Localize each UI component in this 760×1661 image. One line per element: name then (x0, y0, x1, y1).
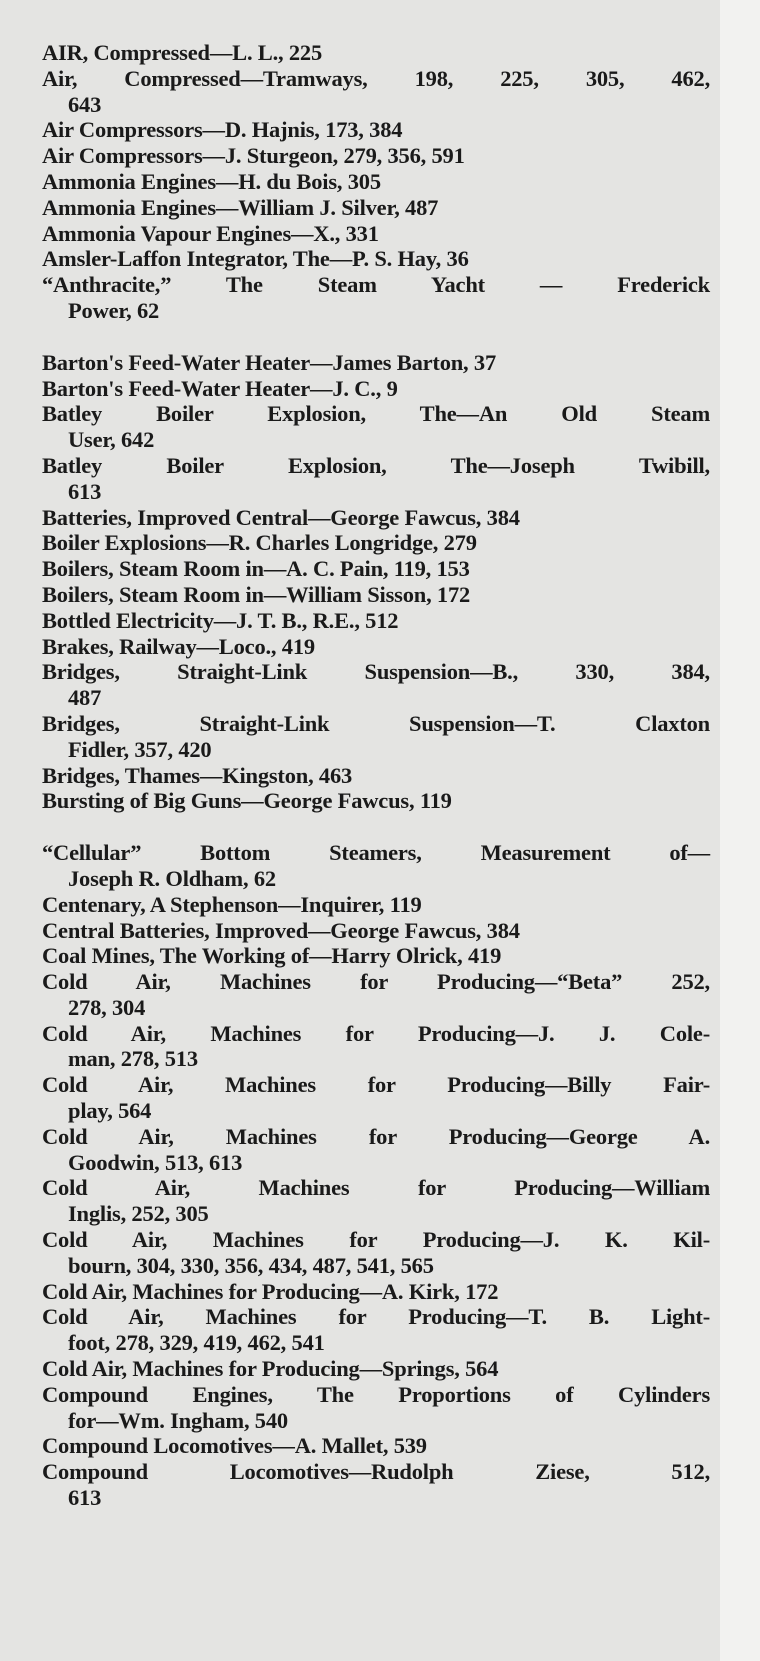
entry-line: Ammonia Engines—William J. Silver, 487 (42, 194, 439, 220)
entry-line: Cold Air, Machines for Producing—J. K. Kil- (42, 1227, 710, 1253)
entry-line: Compound Engines, The Proportions of Cylinders (42, 1381, 710, 1407)
entry-line: Central Batteries, Improved—George Fawcus, 384 (42, 917, 520, 943)
index-entry (42, 530, 710, 556)
entry-line: Bridges, Thames—Kingston, 463 (42, 762, 353, 788)
index-entry (42, 659, 710, 711)
entry-line: Boilers, Steam Room in—William Sisson, 172 (42, 581, 471, 607)
entry-line: Barton's Feed-Water Heater—J. C., 9 (42, 375, 398, 401)
index-entry (42, 195, 710, 221)
index-entry (42, 1021, 710, 1073)
entry-line: AIR, Compressed—L. L., 225 (42, 40, 323, 65)
entry-line: Bridges, Straight-Link Suspension—T. Claxton (42, 710, 710, 736)
index-entry (42, 143, 710, 169)
entry-continuation-line: Inglis, 252, 305 (68, 1201, 209, 1227)
entry-line: “Cellular” Bottom Steamers, Measurement of— (42, 840, 710, 866)
index-section (42, 840, 710, 1511)
index-entry (42, 350, 710, 376)
index-entry (42, 40, 710, 66)
entry-line: Barton's Feed-Water Heater—James Barton, 37 (42, 349, 497, 375)
entry-line: Brakes, Railway—Loco., 419 (42, 633, 315, 659)
entry-line: Cold Air, Machines for Producing—Billy Fair- (42, 1072, 710, 1098)
index-entry (42, 634, 710, 660)
entry-continuation-line: User, 642 (68, 427, 155, 453)
entry-continuation-line: foot, 278, 329, 419, 462, 541 (68, 1330, 325, 1356)
page-edge (720, 0, 760, 1661)
entry-line: Bridges, Straight-Link Suspension—B., 330, 384, (42, 659, 710, 685)
entry-continuation-line: Fidler, 357, 420 (68, 736, 212, 762)
entry-line: Cold Air, Machines for Producing—George A. (42, 1123, 710, 1149)
entry-continuation-line: 487 (68, 685, 102, 711)
index-section (42, 350, 710, 814)
entry-continuation-line: 643 (68, 91, 102, 117)
entry-line: Air Compressors—D. Hajnis, 173, 384 (42, 117, 403, 143)
index-entry (42, 221, 710, 247)
entry-continuation-line: Power, 62 (68, 297, 160, 323)
index-entry (42, 1356, 710, 1382)
entry-continuation-line: 613 (68, 1485, 102, 1511)
index-entry (42, 556, 710, 582)
entry-continuation-line: 278, 304 (68, 994, 146, 1020)
index-entry (42, 711, 710, 763)
index-entry (42, 608, 710, 634)
entry-line: Air, Compressed—Tramways, 198, 225, 305, 462, (42, 65, 710, 91)
entry-line: Boilers, Steam Room in—A. C. Pain, 119, 153 (42, 556, 470, 582)
index-entry (42, 169, 710, 195)
entry-line: Cold Air, Machines for Producing—J. J. Cole- (42, 1020, 710, 1046)
entry-line: Cold Air, Machines for Producing—“Beta” 252, (42, 969, 710, 995)
index-entry (42, 505, 710, 531)
index-entry (42, 1382, 710, 1434)
entry-line: Boiler Explosions—R. Charles Longridge, 279 (42, 530, 477, 556)
index-entry (42, 969, 710, 1021)
entry-line: “Anthracite,” The Steam Yacht — Frederick (42, 272, 710, 298)
index-entry (42, 1227, 710, 1279)
entry-line: Batteries, Improved Central—George Fawcus, 384 (42, 504, 520, 530)
entry-line: Bottled Electricity—J. T. B., R.E., 512 (42, 607, 399, 633)
index-entry (42, 1459, 710, 1511)
index-entry (42, 1072, 710, 1124)
entry-continuation-line: play, 564 (68, 1098, 152, 1124)
index-entry (42, 1124, 710, 1176)
entry-line: Coal Mines, The Working of—Harry Olrick, 419 (42, 943, 502, 969)
entry-line: Air Compressors—J. Sturgeon, 279, 356, 591 (42, 143, 465, 169)
index-entry (42, 117, 710, 143)
index-entry (42, 453, 710, 505)
index-entry (42, 943, 710, 969)
index-entry (42, 1304, 710, 1356)
entry-continuation-line: 613 (68, 478, 102, 504)
entry-line: Compound Locomotives—A. Mallet, 539 (42, 1433, 427, 1459)
index-entry (42, 763, 710, 789)
index-entry (42, 66, 710, 118)
entry-line: Ammonia Vapour Engines—X., 331 (42, 220, 379, 246)
entry-continuation-line: Goodwin, 513, 613 (68, 1149, 243, 1175)
index-entry (42, 1433, 710, 1459)
entry-line: Batley Boiler Explosion, The—An Old Steam (42, 401, 710, 427)
index-entry (42, 892, 710, 918)
entry-continuation-line: for—Wm. Ingham, 540 (68, 1407, 288, 1433)
entry-continuation-line: man, 278, 513 (68, 1046, 198, 1072)
index-entry (42, 272, 710, 324)
index-entry (42, 918, 710, 944)
entry-line: Amsler-Laffon Integrator, The—P. S. Hay, 36 (42, 246, 469, 272)
entry-line: Cold Air, Machines for Producing—William (42, 1175, 710, 1201)
index-entry (42, 840, 710, 892)
index-entry (42, 1279, 710, 1305)
entry-line: Bursting of Big Guns—George Fawcus, 119 (42, 788, 452, 814)
index-column (42, 40, 710, 1537)
index-section (42, 40, 710, 324)
index-entry (42, 401, 710, 453)
entry-line: Compound Locomotives—Rudolph Ziese, 512, (42, 1459, 710, 1485)
index-entry (42, 246, 710, 272)
entry-line: Batley Boiler Explosion, The—Joseph Twibill, (42, 452, 710, 478)
index-entry (42, 376, 710, 402)
entry-line: Cold Air, Machines for Producing—A. Kirk, 172 (42, 1278, 499, 1304)
index-entry (42, 582, 710, 608)
entry-line: Cold Air, Machines for Producing—Springs, 564 (42, 1356, 499, 1382)
entry-continuation-line: Joseph R. Oldham, 62 (68, 865, 276, 891)
entry-line: Cold Air, Machines for Producing—T. B. Light- (42, 1304, 710, 1330)
entry-continuation-line: bourn, 304, 330, 356, 434, 487, 541, 565 (68, 1252, 434, 1278)
index-entry (42, 1175, 710, 1227)
entry-line: Centenary, A Stephenson—Inquirer, 119 (42, 891, 422, 917)
index-entry (42, 788, 710, 814)
entry-line: Ammonia Engines—H. du Bois, 305 (42, 168, 381, 194)
